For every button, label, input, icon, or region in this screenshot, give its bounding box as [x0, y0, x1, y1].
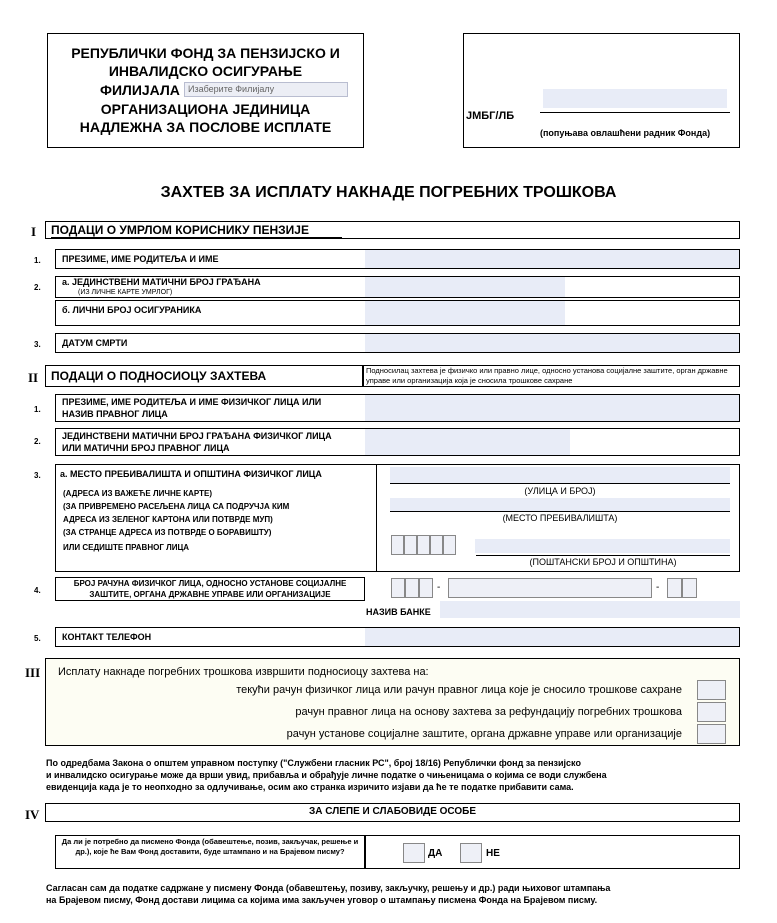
braille-no-checkbox[interactable]: [460, 843, 482, 863]
residence-note-3: АДРЕСА ИЗ ЗЕЛЕНОГ КАРТОНА ИЛИ ПОТВРДЕ МУП): [63, 515, 273, 524]
s2-row2-num: 2.: [34, 437, 41, 446]
postal-digit-4[interactable]: [430, 535, 443, 555]
branch-select[interactable]: [184, 82, 348, 97]
braille-yes-label: ДА: [428, 848, 443, 859]
jmbg-input[interactable]: [543, 89, 727, 108]
unit-line-2: НАДЛЕЖНА ЗА ПОСЛОВЕ ИСПЛАТЕ: [79, 119, 332, 135]
deceased-jmbg-label: а. ЈЕДИНСТВЕНИ МАТИЧНИ БРОЈ ГРАЂАНА: [62, 277, 261, 287]
place-input[interactable]: [390, 498, 730, 511]
residence-title: а. МЕСТО ПРЕБИВАЛИШТА И ОПШТИНА ФИЗИЧКОГ ЛИЦА: [60, 469, 322, 479]
s1-row3-num: 3.: [34, 340, 41, 349]
street-input[interactable]: [390, 467, 730, 483]
account-bank-digit-3[interactable]: [419, 578, 433, 598]
jmbg-underline: [540, 112, 730, 113]
residence-note-2: (ЗА ПРИВРЕМЕНО РАСЕЉЕНА ЛИЦА СА ПОДРУЧЈА КИМ: [63, 502, 290, 511]
place-caption: (МЕСТО ПРЕБИВАЛИШТА): [502, 513, 618, 523]
applicant-jmbg-label-1: ЈЕДИНСТВЕНИ МАТИЧНИ БРОЈ ГРАЂАНА ФИЗИЧКОГ ЛИЦА: [62, 431, 332, 441]
section-1-title: ПОДАЦИ О УМРЛОМ КОРИСНИКУ ПЕНЗИЈЕ: [51, 223, 309, 237]
law-paragraph-line-1: По одредбама Закона о општем управном поступку ("Службени гласник РС", број 18/16) Републички фонд за пензијско: [46, 758, 581, 768]
payment-intro: Исплату накнаде погребних трошкова извршити подносиоцу захтева на:: [58, 666, 429, 678]
deceased-jmbg-sublabel: (ИЗ ЛИЧНЕ КАРТЕ УМРЛОГ): [78, 289, 173, 296]
postal-digit-1[interactable]: [391, 535, 404, 555]
s2-row1-num: 1.: [34, 405, 41, 414]
jmbg-note: (попуњава овлашћени радник Фонда): [540, 128, 711, 138]
deceased-name-input[interactable]: [365, 250, 739, 268]
branch-label: ФИЛИЈАЛА: [100, 82, 180, 98]
account-label-1: БРОЈ РАЧУНА ФИЗИЧКОГ ЛИЦА, ОДНОСНО УСТАНОВЕ СОЦИЈАЛНЕ: [73, 579, 347, 588]
section-2-title: ПОДАЦИ О ПОДНОСИОЦУ ЗАХТЕВА: [51, 369, 267, 383]
applicant-jmbg-label-2: ИЛИ МАТИЧНИ БРОЈ ПРАВНОГ ЛИЦА: [62, 443, 230, 453]
unit-line-1: ОРГАНИЗАЦИОНА ЈЕДИНИЦА: [100, 101, 311, 117]
applicant-name-label-2: НАЗИВ ПРАВНОГ ЛИЦА: [62, 409, 168, 419]
law-paragraph-line-3: евиденција када је то неопходно за одлучивање, осим ако странка изричито изјави да ће те податке прибавити сама.: [46, 782, 574, 792]
section-2-roman: II: [28, 370, 39, 385]
account-main-number[interactable]: [448, 578, 652, 598]
postal-underline: [476, 555, 730, 556]
payment-option-3-label: рачун установе социјалне заштите, органа државне управе или организације: [286, 728, 682, 740]
payment-option-2-label: рачун правног лица на основу захтева за рефундацију погребних трошкова: [295, 706, 682, 718]
street-caption: (УЛИЦА И БРОЈ): [524, 486, 596, 496]
postal-digit-5[interactable]: [443, 535, 456, 555]
section-3-roman: III: [25, 665, 41, 680]
contact-phone-input[interactable]: [365, 628, 739, 646]
postal-digit-3[interactable]: [417, 535, 430, 555]
deceased-name-label: ПРЕЗИМЕ, ИМЕ РОДИТЕЉА И ИМЕ: [62, 254, 219, 264]
residence-note-1: (АДРЕСА ИЗ ВАЖЕЋЕ ЛИЧНЕ КАРТЕ): [63, 489, 213, 498]
date-of-death-label: ДАТУМ СМРТИ: [62, 338, 128, 348]
consent-line-1: Сагласан сам да податке садржане у писмену Фонда (обавештењу, позиву, закључку, решењу и др.) ради њиховог штампања: [46, 883, 611, 893]
deceased-insurance-no-input[interactable]: [365, 301, 565, 325]
consent-line-2: на Брајевом писму, Фонд достави лицима са којима има закључен уговор о штампању писмена Фонда на Брајевом писму.: [46, 895, 598, 905]
s2-row5-num: 5.: [34, 634, 41, 643]
residence-note-4: (ЗА СТРАНЦЕ АДРЕСА ИЗ ПОТВРДЕ О БОРАВИШТУ): [63, 528, 272, 537]
residence-note-5: ИЛИ СЕДИШТЕ ПРАВНОГ ЛИЦА: [63, 543, 190, 552]
date-of-death-input[interactable]: [365, 334, 739, 352]
branch-select-placeholder: Изаберите Филијалу: [188, 84, 275, 94]
account-dash-1: -: [437, 582, 441, 593]
deceased-insurance-no-label: б. ЛИЧНИ БРОЈ ОСИГУРАНИКА: [62, 305, 202, 315]
postal-digit-2[interactable]: [404, 535, 417, 555]
payment-option-1-label: текући рачун физичког лица или рачун правног лица које је сносило трошкове сахране: [236, 684, 682, 696]
braille-question: Да ли је потребно да писмено Фонда (обавештење, позив, закључак, решење и др.), које ће Вам Фонд доставити, буде штампано и на Брајевом писму?: [61, 837, 359, 856]
postal-caption: (ПОШТАНСКИ БРОЈ И ОПШТИНА): [529, 557, 677, 567]
form-title: ЗАХТЕВ ЗА ИСПЛАТУ НАКНАДЕ ПОГРЕБНИХ ТРОШКОВА: [160, 184, 617, 201]
payment-option-1-checkbox[interactable]: [697, 680, 726, 700]
law-paragraph-line-2: и инвалидско осигурање може да врши увид, прибавља и обрађује личне податке о чињеницама о којима се води службена: [46, 770, 607, 780]
account-label-2: ЗАШТИТЕ, ОРГАНА ДРЖАВНЕ УПРАВЕ ИЛИ ОРГАНИЗАЦИЈЕ: [89, 590, 331, 599]
braille-yes-checkbox[interactable]: [403, 843, 425, 863]
municipality-input[interactable]: [475, 539, 730, 553]
account-bank-digit-1[interactable]: [391, 578, 405, 598]
bank-name-label: НАЗИВ БАНКЕ: [366, 607, 431, 617]
applicant-jmbg-input[interactable]: [365, 429, 570, 455]
section-2-note: Подносилац захтева је физичко или правно лице, односно установа социјалне заштите, орган државне управе или организација која је сносила трошкове сахране: [366, 366, 728, 385]
applicant-name-input[interactable]: [365, 395, 739, 421]
account-dash-2: -: [656, 582, 660, 593]
place-underline: [390, 511, 730, 512]
section-4-title: ЗА СЛЕПЕ И СЛАБОВИДЕ ОСОБЕ: [308, 806, 477, 817]
org-line-2: ИНВАЛИДСКО ОСИГУРАЊЕ: [108, 63, 303, 79]
account-bank-digit-2[interactable]: [405, 578, 419, 598]
section-1-roman: I: [31, 224, 37, 239]
section-4-roman: IV: [25, 807, 40, 822]
account-control-digit-1[interactable]: [667, 578, 682, 598]
section-1-title-underline: [51, 237, 342, 238]
contact-phone-label: КОНТАКТ ТЕЛЕФОН: [62, 632, 152, 642]
org-line-1: РЕПУБЛИЧКИ ФОНД ЗА ПЕНЗИЈСКО И: [71, 45, 340, 61]
payment-option-2-checkbox[interactable]: [697, 702, 726, 722]
bank-name-input[interactable]: [440, 601, 740, 618]
jmbg-label: ЈМБГ/ЛБ: [466, 110, 515, 122]
braille-no-label: НЕ: [486, 848, 500, 859]
deceased-jmbg-input[interactable]: [365, 277, 565, 297]
s2-row4-num: 4.: [34, 586, 41, 595]
payment-option-3-checkbox[interactable]: [697, 724, 726, 744]
s2-row3-num: 3.: [34, 471, 41, 480]
s1-row2-num: 2.: [34, 283, 41, 292]
applicant-name-label-1: ПРЕЗИМЕ, ИМЕ РОДИТЕЉА И ИМЕ ФИЗИЧКОГ ЛИЦА ИЛИ: [62, 397, 322, 407]
street-underline: [390, 483, 730, 484]
account-control-digit-2[interactable]: [682, 578, 697, 598]
s1-row1-num: 1.: [34, 256, 41, 265]
